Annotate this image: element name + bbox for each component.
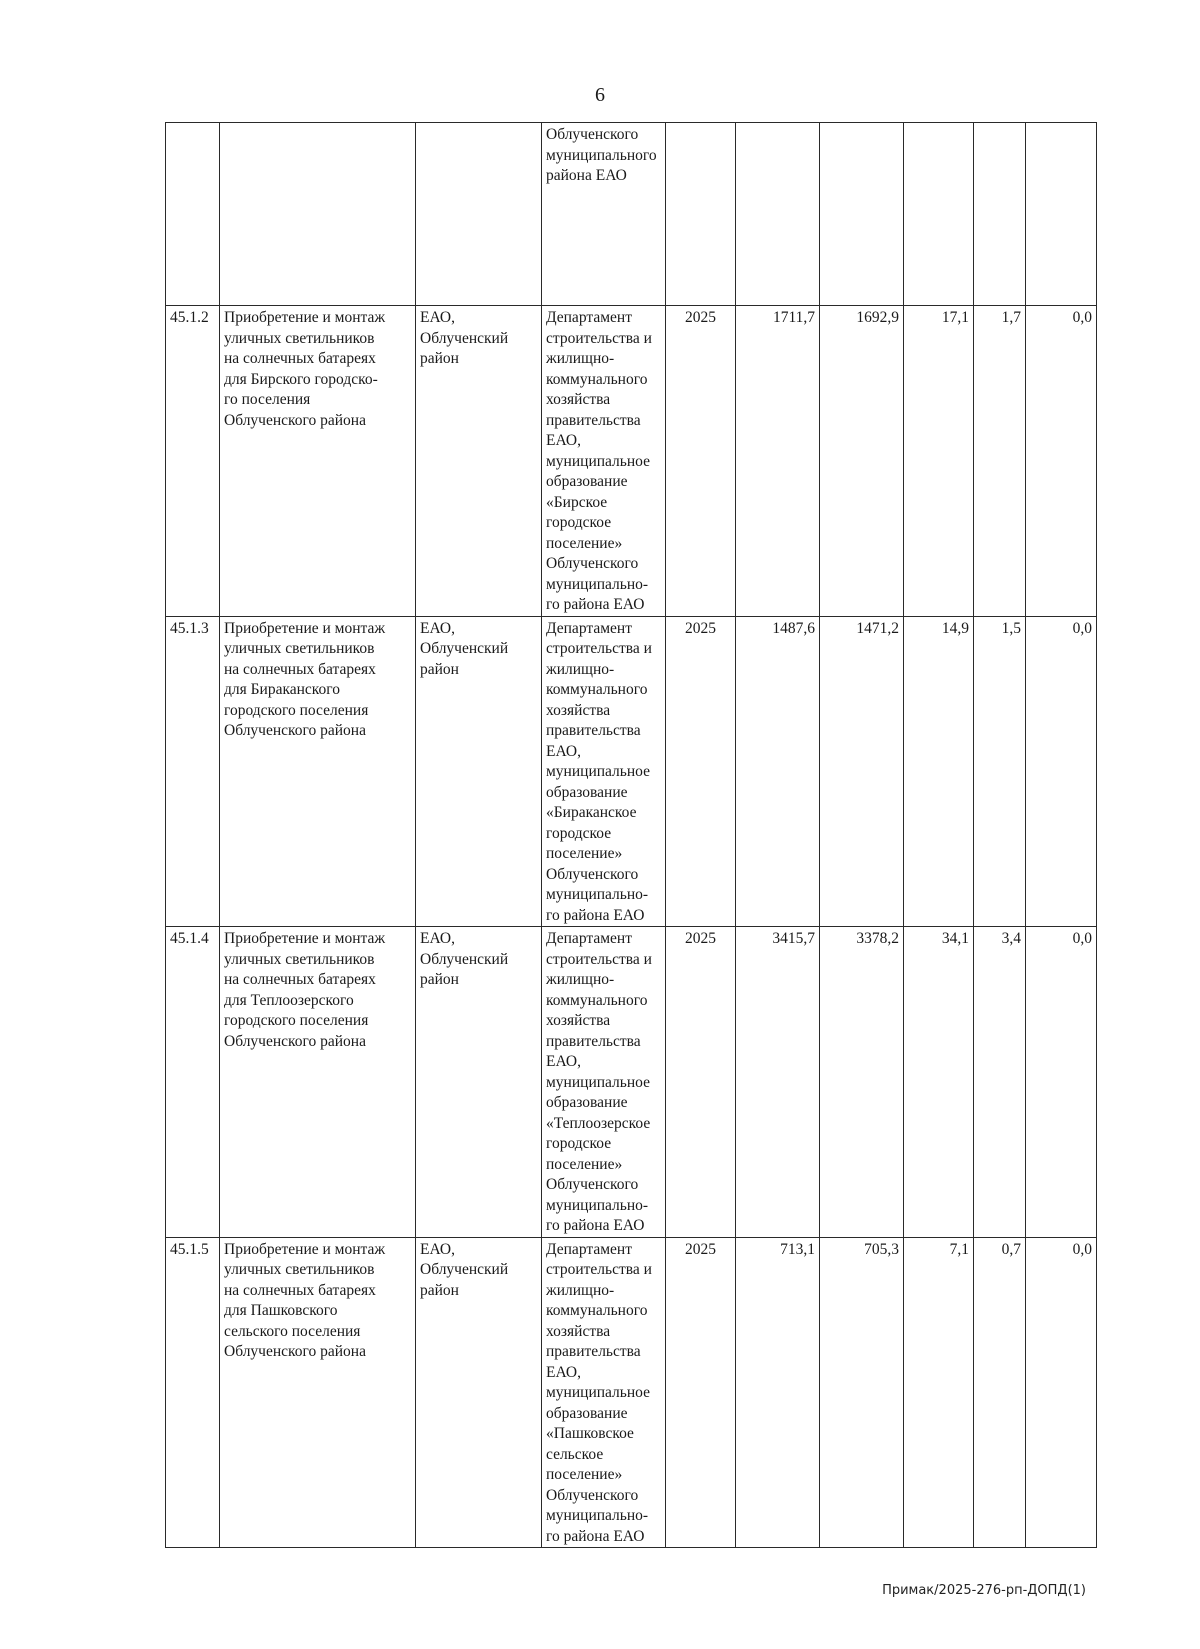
cell-reg: 14,9 <box>904 616 974 927</box>
cell-code: 45.1.3 <box>166 616 220 927</box>
cell-mun: 1,5 <box>974 616 1026 927</box>
cell-other: 0,0 <box>1026 927 1097 1238</box>
page-number: 6 <box>595 84 605 106</box>
cell-mun <box>974 123 1026 306</box>
cell-year: 2025 <box>666 927 736 1238</box>
cell-year: 2025 <box>666 1237 736 1548</box>
cell-mun: 0,7 <box>974 1237 1026 1548</box>
table-row-continuation <box>166 123 1097 306</box>
cell-location: ЕАО, Облученский район <box>416 1237 542 1548</box>
table-row <box>166 616 1097 927</box>
cell-fed <box>820 123 904 306</box>
document-reference: Примак/2025-276-рп-ДОПД(1) <box>882 1583 1086 1598</box>
cell-dept: Департамент строительства и жилищно- коммунального хозяйства правительства ЕАО, муниципальное образование «Теплоозерское городское поселение» Облученского муниципально- го района ЕАО <box>542 927 666 1238</box>
cell-reg <box>904 123 974 306</box>
cell-other: 0,0 <box>1026 616 1097 927</box>
cell-dept: Облученского муниципального района ЕАО <box>542 123 666 306</box>
cell-location: ЕАО, Облученский район <box>416 306 542 617</box>
cell-other: 0,0 <box>1026 1237 1097 1548</box>
table-row <box>166 306 1097 617</box>
cell-total: 3415,7 <box>736 927 820 1238</box>
cell-code: 45.1.5 <box>166 1237 220 1548</box>
cell-fed: 1471,2 <box>820 616 904 927</box>
cell-dept: Департамент строительства и жилищно- коммунального хозяйства правительства ЕАО, муниципальное образование «Бираканское городское поселение» Облученского муниципально- го района ЕАО <box>542 616 666 927</box>
cell-dept: Департамент строительства и жилищно- коммунального хозяйства правительства ЕАО, муниципальное образование «Пашковское сельское поселение» Облученского муниципально- го района ЕАО <box>542 1237 666 1548</box>
cell-total: 1487,6 <box>736 616 820 927</box>
cell-year <box>666 123 736 306</box>
cell-name <box>220 123 416 306</box>
cell-name: Приобретение и монтаж уличных светильников на солнечных батареях для Теплоозерского городского поселения Облученского района <box>220 927 416 1238</box>
cell-name: Приобретение и монтаж уличных светильников на солнечных батареях для Пашковского сельского поселения Облученского района <box>220 1237 416 1548</box>
cell-code <box>166 123 220 306</box>
cell-code: 45.1.2 <box>166 306 220 617</box>
cell-total: 713,1 <box>736 1237 820 1548</box>
table-row <box>166 927 1097 1238</box>
cell-fed: 1692,9 <box>820 306 904 617</box>
cell-location: ЕАО, Облученский район <box>416 927 542 1238</box>
program-table <box>165 122 1097 1548</box>
cell-total <box>736 123 820 306</box>
cell-other: 0,0 <box>1026 306 1097 617</box>
cell-code: 45.1.4 <box>166 927 220 1238</box>
cell-year: 2025 <box>666 616 736 927</box>
cell-year: 2025 <box>666 306 736 617</box>
cell-location <box>416 123 542 306</box>
cell-fed: 705,3 <box>820 1237 904 1548</box>
cell-reg: 34,1 <box>904 927 974 1238</box>
cell-reg: 7,1 <box>904 1237 974 1548</box>
cell-mun: 3,4 <box>974 927 1026 1238</box>
cell-other <box>1026 123 1097 306</box>
cell-name: Приобретение и монтаж уличных светильников на солнечных батареях для Бираканского городского поселения Облученского района <box>220 616 416 927</box>
cell-mun: 1,7 <box>974 306 1026 617</box>
cell-location: ЕАО, Облученский район <box>416 616 542 927</box>
cell-reg: 17,1 <box>904 306 974 617</box>
cell-total: 1711,7 <box>736 306 820 617</box>
cell-fed: 3378,2 <box>820 927 904 1238</box>
cell-name: Приобретение и монтаж уличных светильников на солнечных батареях для Бирского городско- го поселения Облученского района <box>220 306 416 617</box>
cell-dept: Департамент строительства и жилищно- коммунального хозяйства правительства ЕАО, муниципальное образование «Бирское городское поселение» Облученского муниципально- го района ЕАО <box>542 306 666 617</box>
table-row <box>166 1237 1097 1548</box>
